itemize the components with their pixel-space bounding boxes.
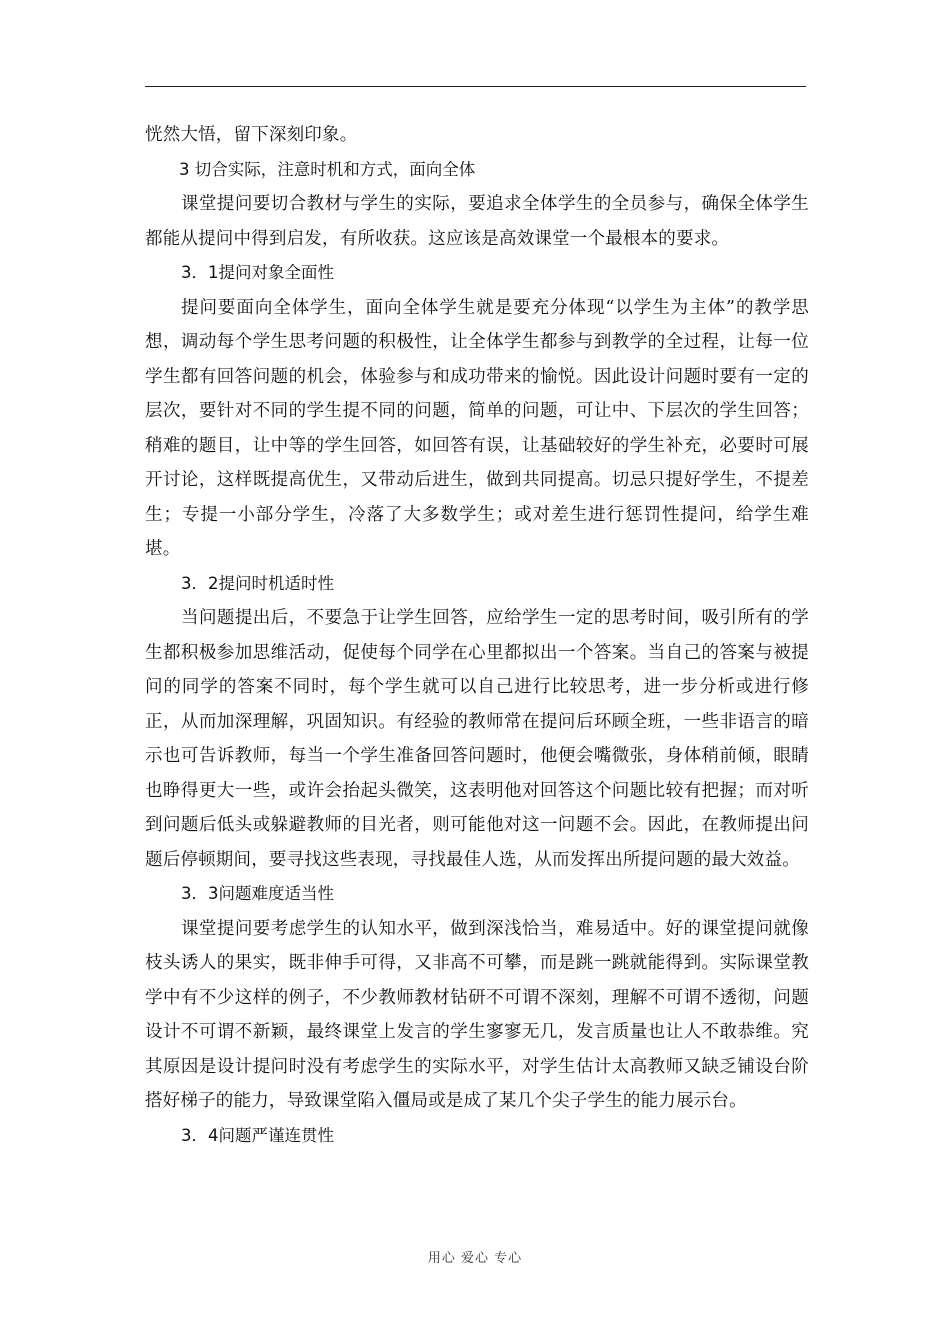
subsection-heading-3-4: 3．4问题严谨连贯性 — [181, 1125, 334, 1145]
section-heading-3: 3 切合实际，注意时机和方式，面向全体 — [179, 159, 476, 179]
continuation-paragraph: 恍然大悟，留下深刻印象。 — [145, 125, 358, 145]
subsection-heading-3-1: 3．1提问对象全面性 — [181, 263, 334, 282]
subsection-3-3-paragraph: 课堂提问要考虑学生的认知水平，做到深浅恰当，难易适中。好的课堂提问就像枝头诱人的果实，既非伸手可得，又非高不可攀，而是跳一跳就能得到。实际课堂教学中有不少这样的例子，不少教师教材钻研不可谓不深刻，理解不可谓不透彻，问题设计不可谓不新颖，最终课堂上发言的学生寥寥无几，发言质量也让人不敢恭维。究其原因是设计提问时没有考虑学生的实际水平，对学生估计太高教师又缺乏铺设台阶搭好梯子的能力，导致课堂陷入僵局或是成了某几个尖子学生的能力展示台。 — [145, 918, 809, 1111]
subsection-heading-3-3: 3．3问题难度适当性 — [181, 884, 334, 903]
subsection-3-2-paragraph: 当问题提出后，不要急于让学生回答，应给学生一定的思考时间，吸引所有的学生都积极参加思维活动，促使每个同学在心里都拟出一个答案。当自己的答案与被提问的同学的答案不同时，每个学生就可以自己进行比较思考，进一步分析或进行修正，从而加深理解，巩固知识。有经验的教师常在提问后环顾全班，一些非语言的暗示也可告诉教师，每当一个学生准备回答问题时，他便会嘴微张，身体稍前倾，眼睛也睁得更大一些，或许会抬起头微笑，这表明他对回答这个问题比较有把握；而对听到问题后低头或躲避教师的目光者，则可能他对这一问题不会。因此，在教师提出问题后停顿期间，要寻找这些表现，寻找最佳人选，从而发挥出所提问题的最大效益。 — [145, 608, 809, 870]
document-body — [145, 118, 809, 1153]
page-footer: 用心 爱心 专心 — [427, 1251, 523, 1266]
header-rule — [145, 86, 806, 87]
subsection-3-1-paragraph: 提问要面向全体学生，面向全体学生就是要充分体现“以学生为主体”的教学思想，调动每个学生思考问题的积极性，让全体学生都参与到教学的全过程，让每一位学生都有回答问题的机会，体验参与和成功带来的愉悦。因此设计问题时要有一定的层次，要针对不同的学生提不同的问题，简单的问题，可让中、下层次的学生回答；稍难的题目，让中等的学生回答，如回答有误，让基础较好的学生补充，必要时可展开讨论，这样既提高优生，又带动后进生，做到共同提高。切忌只提好学生，不提差生；专提一小部分学生，冷落了大多数学生；或对差生进行惩罚性提问，给学生难堪。 — [145, 297, 809, 559]
section-3-intro-paragraph: 课堂提问要切合教材与学生的实际，要追求全体学生的全员参与，确保全体学生都能从提问中得到启发，有所收获。这应该是高效课堂一个最根本的要求。 — [145, 194, 809, 249]
subsection-heading-3-2: 3．2提问时机适时性 — [181, 573, 334, 593]
